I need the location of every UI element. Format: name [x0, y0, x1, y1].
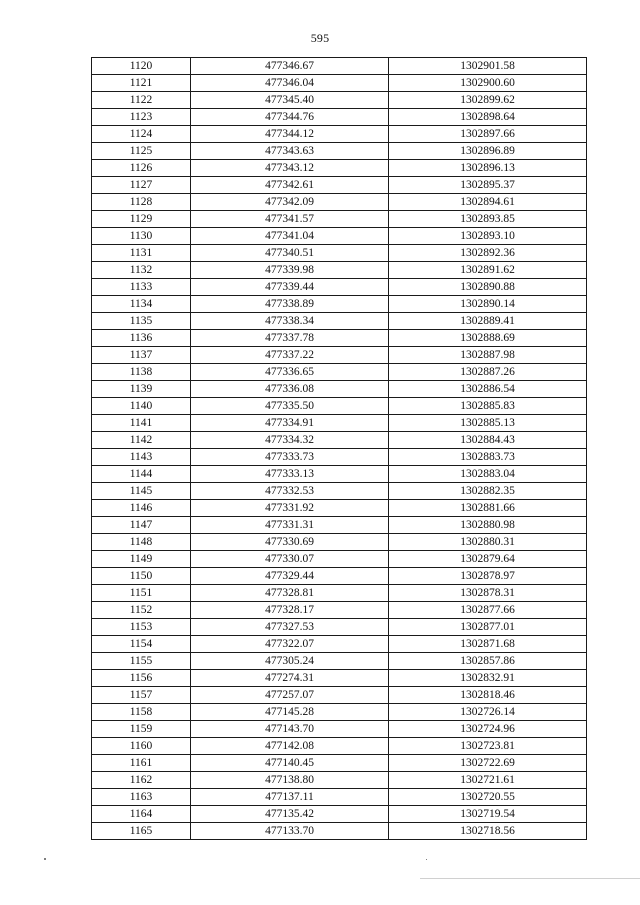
- page-number: 595: [310, 31, 330, 45]
- y-coordinate-cell: 1302878.31: [389, 585, 587, 602]
- point-number-cell: 1162: [92, 772, 191, 789]
- point-number-cell: 1164: [92, 806, 191, 823]
- point-number-cell: 1145: [92, 483, 191, 500]
- x-coordinate-cell: 477274.31: [191, 670, 389, 687]
- table-row: [92, 92, 587, 109]
- table-row: [92, 602, 587, 619]
- table-row: [92, 789, 587, 806]
- point-number-cell: 1159: [92, 721, 191, 738]
- point-number-cell: 1131: [92, 245, 191, 262]
- x-coordinate-cell: 477345.40: [191, 92, 389, 109]
- table-row: [92, 432, 587, 449]
- y-coordinate-cell: 1302883.73: [389, 449, 587, 466]
- x-coordinate-cell: 477145.28: [191, 704, 389, 721]
- point-number-cell: 1140: [92, 398, 191, 415]
- table-row: [92, 330, 587, 347]
- point-number-cell: 1137: [92, 347, 191, 364]
- table-row: [92, 653, 587, 670]
- y-coordinate-cell: 1302880.98: [389, 517, 587, 534]
- y-coordinate-cell: 1302885.83: [389, 398, 587, 415]
- x-coordinate-cell: 477137.11: [191, 789, 389, 806]
- table-row: [92, 534, 587, 551]
- y-coordinate-cell: 1302720.55: [389, 789, 587, 806]
- x-coordinate-cell: 477333.73: [191, 449, 389, 466]
- x-coordinate-cell: 477338.89: [191, 296, 389, 313]
- table-row: [92, 500, 587, 517]
- x-coordinate-cell: 477328.17: [191, 602, 389, 619]
- table-row: [92, 398, 587, 415]
- table-row: [92, 245, 587, 262]
- point-number-cell: 1157: [92, 687, 191, 704]
- table-row: [92, 738, 587, 755]
- x-coordinate-cell: 477331.92: [191, 500, 389, 517]
- x-coordinate-cell: 477341.57: [191, 211, 389, 228]
- point-number-cell: 1163: [92, 789, 191, 806]
- y-coordinate-cell: 1302877.66: [389, 602, 587, 619]
- table-row: [92, 347, 587, 364]
- x-coordinate-cell: 477257.07: [191, 687, 389, 704]
- x-coordinate-cell: 477339.98: [191, 262, 389, 279]
- x-coordinate-cell: 477342.09: [191, 194, 389, 211]
- x-coordinate-cell: 477341.04: [191, 228, 389, 245]
- y-coordinate-cell: 1302893.10: [389, 228, 587, 245]
- y-coordinate-cell: 1302885.13: [389, 415, 587, 432]
- y-coordinate-cell: 1302880.31: [389, 534, 587, 551]
- point-number-cell: 1126: [92, 160, 191, 177]
- table-row: [92, 381, 587, 398]
- table-row: [92, 687, 587, 704]
- y-coordinate-cell: 1302818.46: [389, 687, 587, 704]
- point-number-cell: 1147: [92, 517, 191, 534]
- x-coordinate-cell: 477327.53: [191, 619, 389, 636]
- x-coordinate-cell: 477142.08: [191, 738, 389, 755]
- x-coordinate-cell: 477346.04: [191, 75, 389, 92]
- point-number-cell: 1154: [92, 636, 191, 653]
- point-number-cell: 1150: [92, 568, 191, 585]
- y-coordinate-cell: 1302721.61: [389, 772, 587, 789]
- y-coordinate-cell: 1302723.81: [389, 738, 587, 755]
- x-coordinate-cell: 477337.22: [191, 347, 389, 364]
- table-row: [92, 466, 587, 483]
- x-coordinate-cell: 477133.70: [191, 823, 389, 840]
- x-coordinate-cell: 477329.44: [191, 568, 389, 585]
- table-row: [92, 228, 587, 245]
- y-coordinate-cell: 1302889.41: [389, 313, 587, 330]
- x-coordinate-cell: 477338.34: [191, 313, 389, 330]
- y-coordinate-cell: 1302894.61: [389, 194, 587, 211]
- table-row: [92, 568, 587, 585]
- table-row: [92, 517, 587, 534]
- point-number-cell: 1127: [92, 177, 191, 194]
- x-coordinate-cell: 477336.65: [191, 364, 389, 381]
- point-number-cell: 1120: [92, 58, 191, 75]
- x-coordinate-cell: 477330.07: [191, 551, 389, 568]
- table-row: [92, 415, 587, 432]
- table-row: [92, 75, 587, 92]
- table-row: [92, 551, 587, 568]
- scan-edge-line: [420, 878, 640, 879]
- table-row: [92, 211, 587, 228]
- table-row: [92, 755, 587, 772]
- point-number-cell: 1142: [92, 432, 191, 449]
- point-number-cell: 1156: [92, 670, 191, 687]
- table-row: [92, 109, 587, 126]
- point-number-cell: 1128: [92, 194, 191, 211]
- table-row: [92, 823, 587, 840]
- point-number-cell: 1130: [92, 228, 191, 245]
- x-coordinate-cell: 477344.76: [191, 109, 389, 126]
- y-coordinate-cell: 1302901.58: [389, 58, 587, 75]
- y-coordinate-cell: 1302881.66: [389, 500, 587, 517]
- point-number-cell: 1122: [92, 92, 191, 109]
- scan-speck: [44, 858, 46, 860]
- point-number-cell: 1143: [92, 449, 191, 466]
- x-coordinate-cell: 477328.81: [191, 585, 389, 602]
- table-row: [92, 806, 587, 823]
- table-body: [92, 58, 587, 840]
- x-coordinate-cell: 477339.44: [191, 279, 389, 296]
- point-number-cell: 1125: [92, 143, 191, 160]
- y-coordinate-cell: 1302883.04: [389, 466, 587, 483]
- table-row: [92, 126, 587, 143]
- x-coordinate-cell: 477305.24: [191, 653, 389, 670]
- table-row: [92, 449, 587, 466]
- table-row: [92, 296, 587, 313]
- x-coordinate-cell: 477143.70: [191, 721, 389, 738]
- y-coordinate-cell: 1302724.96: [389, 721, 587, 738]
- point-number-cell: 1135: [92, 313, 191, 330]
- point-number-cell: 1132: [92, 262, 191, 279]
- y-coordinate-cell: 1302878.97: [389, 568, 587, 585]
- table-row: [92, 160, 587, 177]
- y-coordinate-cell: 1302832.91: [389, 670, 587, 687]
- y-coordinate-cell: 1302882.35: [389, 483, 587, 500]
- table-row: [92, 619, 587, 636]
- point-number-cell: 1161: [92, 755, 191, 772]
- point-number-cell: 1158: [92, 704, 191, 721]
- table-row: [92, 772, 587, 789]
- coordinates-table: [91, 57, 587, 840]
- y-coordinate-cell: 1302893.85: [389, 211, 587, 228]
- table-row: [92, 262, 587, 279]
- table-row: [92, 143, 587, 160]
- point-number-cell: 1165: [92, 823, 191, 840]
- point-number-cell: 1121: [92, 75, 191, 92]
- y-coordinate-cell: 1302886.54: [389, 381, 587, 398]
- point-number-cell: 1146: [92, 500, 191, 517]
- y-coordinate-cell: 1302718.56: [389, 823, 587, 840]
- x-coordinate-cell: 477343.63: [191, 143, 389, 160]
- point-number-cell: 1129: [92, 211, 191, 228]
- point-number-cell: 1134: [92, 296, 191, 313]
- x-coordinate-cell: 477333.13: [191, 466, 389, 483]
- x-coordinate-cell: 477331.31: [191, 517, 389, 534]
- y-coordinate-cell: 1302891.62: [389, 262, 587, 279]
- table-row: [92, 177, 587, 194]
- x-coordinate-cell: 477322.07: [191, 636, 389, 653]
- y-coordinate-cell: 1302888.69: [389, 330, 587, 347]
- point-number-cell: 1152: [92, 602, 191, 619]
- point-number-cell: 1136: [92, 330, 191, 347]
- point-number-cell: 1141: [92, 415, 191, 432]
- table-row: [92, 364, 587, 381]
- point-number-cell: 1149: [92, 551, 191, 568]
- y-coordinate-cell: 1302900.60: [389, 75, 587, 92]
- y-coordinate-cell: 1302877.01: [389, 619, 587, 636]
- y-coordinate-cell: 1302895.37: [389, 177, 587, 194]
- table-row: [92, 483, 587, 500]
- x-coordinate-cell: 477138.80: [191, 772, 389, 789]
- table-row: [92, 670, 587, 687]
- y-coordinate-cell: 1302896.13: [389, 160, 587, 177]
- y-coordinate-cell: 1302871.68: [389, 636, 587, 653]
- table-row: [92, 279, 587, 296]
- x-coordinate-cell: 477337.78: [191, 330, 389, 347]
- y-coordinate-cell: 1302857.86: [389, 653, 587, 670]
- point-number-cell: 1160: [92, 738, 191, 755]
- point-number-cell: 1123: [92, 109, 191, 126]
- x-coordinate-cell: 477340.51: [191, 245, 389, 262]
- y-coordinate-cell: 1302892.36: [389, 245, 587, 262]
- y-coordinate-cell: 1302887.98: [389, 347, 587, 364]
- x-coordinate-cell: 477344.12: [191, 126, 389, 143]
- point-number-cell: 1148: [92, 534, 191, 551]
- table-row: [92, 58, 587, 75]
- y-coordinate-cell: 1302884.43: [389, 432, 587, 449]
- point-number-cell: 1133: [92, 279, 191, 296]
- point-number-cell: 1124: [92, 126, 191, 143]
- y-coordinate-cell: 1302890.14: [389, 296, 587, 313]
- point-number-cell: 1151: [92, 585, 191, 602]
- x-coordinate-cell: 477332.53: [191, 483, 389, 500]
- table-row: [92, 313, 587, 330]
- point-number-cell: 1144: [92, 466, 191, 483]
- y-coordinate-cell: 1302896.89: [389, 143, 587, 160]
- y-coordinate-cell: 1302719.54: [389, 806, 587, 823]
- y-coordinate-cell: 1302898.64: [389, 109, 587, 126]
- x-coordinate-cell: 477343.12: [191, 160, 389, 177]
- point-number-cell: 1155: [92, 653, 191, 670]
- x-coordinate-cell: 477346.67: [191, 58, 389, 75]
- x-coordinate-cell: 477336.08: [191, 381, 389, 398]
- y-coordinate-cell: 1302722.69: [389, 755, 587, 772]
- y-coordinate-cell: 1302890.88: [389, 279, 587, 296]
- x-coordinate-cell: 477140.45: [191, 755, 389, 772]
- x-coordinate-cell: 477334.32: [191, 432, 389, 449]
- x-coordinate-cell: 477135.42: [191, 806, 389, 823]
- table-row: [92, 704, 587, 721]
- table-row: [92, 194, 587, 211]
- point-number-cell: 1138: [92, 364, 191, 381]
- table-row: [92, 721, 587, 738]
- x-coordinate-cell: 477342.61: [191, 177, 389, 194]
- point-number-cell: 1153: [92, 619, 191, 636]
- scan-speck: [426, 859, 427, 860]
- x-coordinate-cell: 477334.91: [191, 415, 389, 432]
- y-coordinate-cell: 1302726.14: [389, 704, 587, 721]
- point-number-cell: 1139: [92, 381, 191, 398]
- y-coordinate-cell: 1302899.62: [389, 92, 587, 109]
- table-row: [92, 585, 587, 602]
- y-coordinate-cell: 1302897.66: [389, 126, 587, 143]
- y-coordinate-cell: 1302879.64: [389, 551, 587, 568]
- y-coordinate-cell: 1302887.26: [389, 364, 587, 381]
- x-coordinate-cell: 477330.69: [191, 534, 389, 551]
- x-coordinate-cell: 477335.50: [191, 398, 389, 415]
- table-row: [92, 636, 587, 653]
